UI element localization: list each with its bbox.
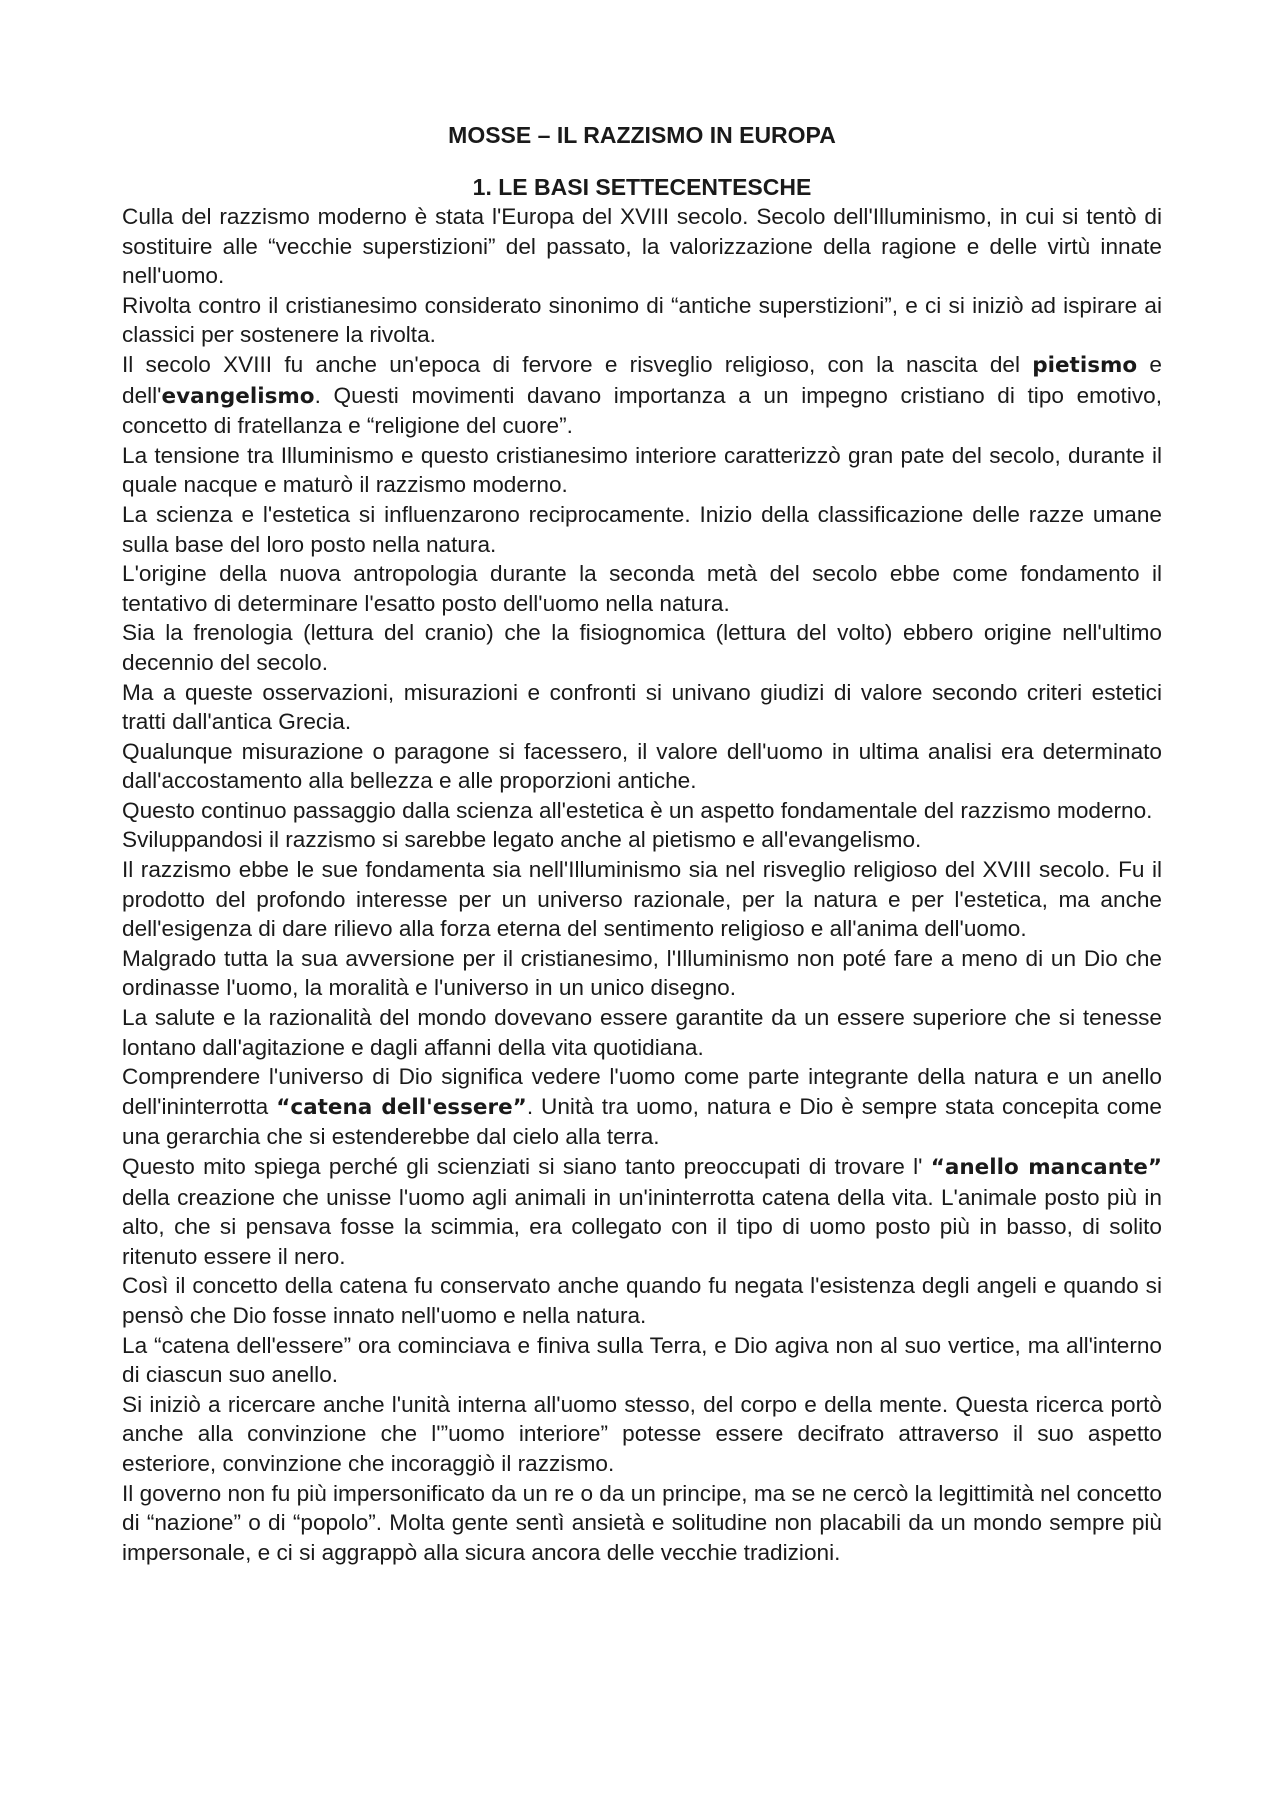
paragraph	[122, 737, 1162, 796]
text-run: e dell'	[122, 351, 1163, 408]
document-title: MOSSE – IL RAZZISMO IN EUROPA	[448, 122, 836, 148]
text-run: Malgrado tutta la sua avversione per il cristianesimo, l'Illuminismo non poté fare a meno di un Dio che ordinasse l'uomo, la moralità e l'universo in un unico disegno.	[122, 945, 1162, 1001]
paragraph	[122, 1003, 1162, 1062]
paragraph	[122, 559, 1162, 618]
text-run: Comprendere l'universo di Dio significa vedere l'uomo come parte integrante della natura e un anello dell'ininterrotta	[122, 1064, 1162, 1119]
text-run: Si iniziò a ricercare anche l'unità interna all'uomo stesso, del corpo e della mente. Questa ricerca portò anche alla convinzione che l'”uomo interiore” potesse essere decifrato attraverso il suo aspetto esteriore, convinzione che incoraggiò il razzismo.	[122, 1391, 1162, 1476]
section-heading: 1. LE BASI SETTECENTESCHE	[472, 174, 812, 200]
paragraph	[122, 350, 1162, 441]
paragraph	[122, 855, 1162, 944]
bold-term: “anello mancante”	[930, 1155, 1162, 1180]
text-run: Il governo non fu più impersonificato da un re o da un principe, ma se ne cercò la legittimità nel concetto di “nazione” o di “popolo”. Molta gente sentì ansietà e solitudine non placabili da un mondo sempre più impersonale, e ci si aggrappò alla sicura ancora delle vecchie tradizioni.	[122, 1480, 1162, 1565]
text-run: Rivolta contro il cristianesimo considerato sinonimo di “antiche superstizioni”, e ci si iniziò ad ispirare ai classici per sostenere la rivolta.	[122, 292, 1162, 348]
bold-term: evangelismo	[161, 383, 315, 409]
paragraph	[122, 291, 1162, 350]
text-run: della creazione che unisse l'uomo agli animali in un'ininterrotta catena della vita. L'animale posto più in alto, che si pensava fosse la scimmia, era collegato con il tipo di uomo posto più in basso, di solito ritenuto essere il nero.	[122, 1184, 1162, 1269]
text-run: Sia la frenologia (lettura del cranio) che la fisiognomica (lettura del volto) ebbero origine nell'ultimo decennio del secolo.	[122, 620, 1162, 675]
text-run: Culla del razzismo moderno è stata l'Europa del XVIII secolo. Secolo dell'Illuminismo, in cui si tentò di sostituire alle “vecchie superstizioni” del passato, la valorizzazione della ragione e delle virtù innate nell'uomo.	[122, 204, 1162, 289]
text-run: La tensione tra Illuminismo e questo cristianesimo interiore caratterizzò gran pate del secolo, durante il quale nacque e maturò il razzismo moderno.	[122, 442, 1162, 498]
text-run: L'origine della nuova antropologia durante la seconda metà del secolo ebbe come fondamento il tentativo di determinare l'esatto posto dell'uomo nella natura.	[122, 561, 1162, 616]
paragraph	[122, 618, 1162, 677]
text-run: Ma a queste osservazioni, misurazioni e confronti si univano giudizi di valore secondo criteri estetici tratti dall'antica Grecia.	[122, 679, 1162, 735]
paragraph	[122, 202, 1162, 291]
bold-term: “catena dell'essere”	[276, 1094, 527, 1120]
paragraph	[122, 1271, 1162, 1330]
text-run: La “catena dell'essere” ora cominciava e finiva sulla Terra, e Dio agiva non al suo vertice, ma all'interno di ciascun suo anello.	[122, 1332, 1162, 1388]
text-run: Sviluppandosi il razzismo si sarebbe legato anche al pietismo e all'evangelismo.	[122, 827, 922, 853]
text-run: Così il concetto della catena fu conservato anche quando fu negata l'esistenza degli angeli e quando si pensò che Dio fosse innato nell'uomo e nella natura.	[122, 1273, 1162, 1328]
paragraph	[122, 500, 1162, 559]
text-run: . Questi movimenti davano importanza a un impegno cristiano di tipo emotivo, concetto di fratellanza e “religione del cuore”.	[122, 382, 1162, 439]
paragraph	[122, 796, 1162, 826]
paragraph	[122, 1152, 1162, 1271]
text-run: Questo mito spiega perché gli scienziati si siano tanto preoccupati di trovare l'	[122, 1154, 931, 1179]
bold-term: pietismo	[1032, 352, 1138, 378]
text-run: Questo continuo passaggio dalla scienza all'estetica è un aspetto fondamentale del razzismo moderno.	[122, 797, 1153, 823]
paragraph	[122, 1390, 1162, 1479]
paragraph	[122, 1479, 1162, 1568]
body-text	[122, 202, 1162, 1567]
paragraph	[122, 1331, 1162, 1390]
text-run: Il secolo XVIII fu anche un'epoca di fervore e risveglio religioso, con la nascita del	[122, 351, 1033, 377]
paragraph	[122, 944, 1162, 1003]
text-run: La salute e la razionalità del mondo dovevano essere garantite da un essere superiore che si tenesse lontano dall'agitazione e dagli affanni della vita quotidiana.	[122, 1005, 1162, 1060]
text-run: Il razzismo ebbe le sue fondamenta sia nell'Illuminismo sia nel risveglio religioso del XVIII secolo. Fu il prodotto del profondo interesse per un universo razionale, per la natura e per l'estetica, ma anche dell'esigenza di dare rilievo alla forza eterna del sentimento religioso e all'anima dell'uomo.	[122, 857, 1162, 942]
paragraph	[122, 678, 1162, 737]
paragraph	[122, 825, 1162, 855]
text-run: Qualunque misurazione o paragone si facessero, il valore dell'uomo in ultima analisi era determinato dall'accostamento alla bellezza e alle proporzioni antiche.	[122, 738, 1162, 794]
text-run: La scienza e l'estetica si influenzarono reciprocamente. Inizio della classificazione delle razze umane sulla base del loro posto nella natura.	[122, 501, 1162, 557]
document-page	[122, 120, 1162, 1567]
paragraph	[122, 441, 1162, 500]
text-run: . Unità tra uomo, natura e Dio è sempre stata concepita come una gerarchia che si estenderebbe dal cielo alla terra.	[122, 1093, 1162, 1150]
paragraph	[122, 1062, 1162, 1152]
